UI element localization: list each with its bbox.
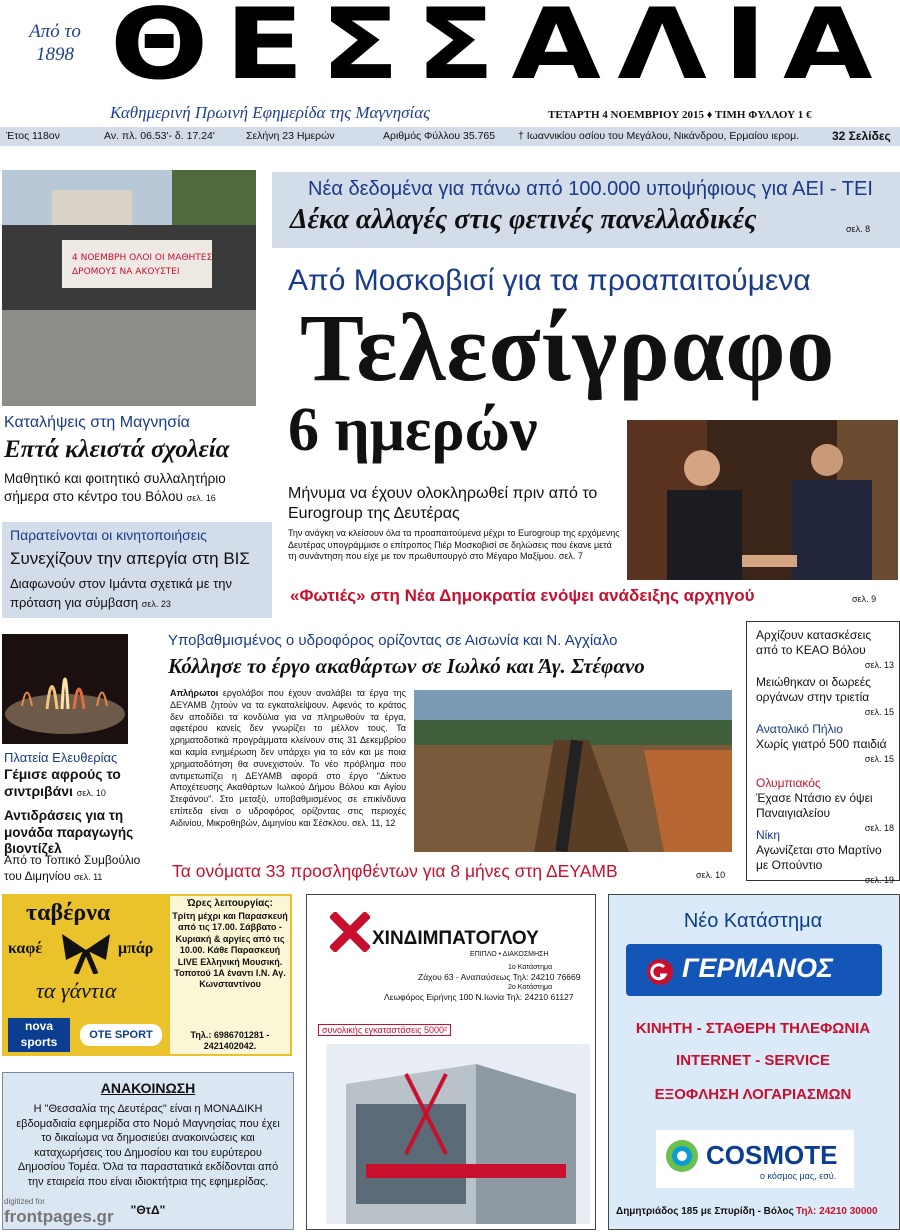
masthead-title: ΘΕΣΣΑΛΙΑ: [110, 0, 889, 102]
video-body: [4, 852, 154, 885]
top-story-headline[interactable]: Δέκα αλλαγές στις φετινές πανελλαδικές: [290, 204, 757, 235]
sidebar-item-3[interactable]: [756, 722, 894, 767]
xindi-addr1-label: 1ο Κατάστημα: [508, 964, 553, 971]
ad-taverna-right: μπάρ: [118, 940, 154, 957]
schools-kicker: Καταλήψεις στη Μαγνησία: [4, 414, 190, 431]
cosmote-icon: [664, 1138, 700, 1179]
watermark-small: digitized for: [4, 1197, 45, 1206]
video-body-text: Από το Τοπικό Συμβούλιο του Διμηνίου: [4, 853, 141, 883]
lead-kicker: Από Μοσκοβισί για τα προαπαιτούμενα: [288, 264, 811, 297]
water-kicker: Υποβαθμισμένος ο υδροφόρος ορίζοντας σε Αισωνία και Ν. Αγχίαλο: [168, 632, 618, 649]
info-moon: Σελήνη 23 Ημερών: [246, 130, 335, 142]
top-story-kicker: Νέα δεδομένα για πάνω από 100.000 υποψήφιους για ΑΕΙ - ΤΕΙ: [308, 178, 873, 200]
sidebar-item-2[interactable]: [756, 675, 894, 720]
info-saints: † Ιωαννικίου οσίου του Μεγάλου, Νικάνδρου, Ερμαίου ιερομ.: [518, 130, 800, 142]
lead-body-page: σελ. 7: [558, 551, 583, 561]
germanos-phone: Τηλ: 24210 30000: [796, 1206, 878, 1217]
plateia-headline[interactable]: [4, 766, 144, 802]
water-body-text: εργολάβοι που έχουν αναλάβει τα έργα της ΔΕΥΑΜΒ ζητούν να τα εγκαταλείψουν. Αφενός το κράτος δεν αποδίδει τα κονδύλια για να πληρωθούν τα έργα, αφετέρου κανείς δεν γνωρίζει το μέλλον τους. Τα χρηματοδοτικά προγράμματα κλείνουν στις 31 Δεκεμβρίου και καμία ενημέρωση δεν υπάρχει για το εάν και με ποια χρηματοδότηση θα συνεχιστούν. Το νέο πρόβλημα που αντιμετωπίζει η ΔΕΥΑΜΒ αφορά στο έργο "Δίκτυο Αποχέτευσης Ακαθάρτων Ιωλκού Δήμου Βόλου και Αγίου Στεφάνου". Στο μεταξύ, υποβαθμισμένος σε επικίνδυνα επίπεδα είναι ο υδροφόρος ορίζοντας στις περιοχές Αιδινίου, Μικροθηβών, Διμηνίου και Σέσκλου.: [170, 688, 406, 828]
sidebar-item-1-page: σελ. 13: [864, 660, 894, 670]
notice-title: ΑΝΑΚΟΙΝΩΣΗ: [100, 1080, 196, 1096]
xindi-building-photo: [326, 1044, 590, 1224]
water-lead: Απλήρωτοι: [170, 688, 219, 698]
fountain-photo: [2, 634, 128, 744]
ad-taverna-left: καφέ: [8, 940, 43, 957]
notice-body: Η "Θεσσαλία της Δευτέρας" είναι η ΜΟΝΑΔΙΚΗ εβδομαδιαία εφημερίδα στο Νομό Μαγνησίας που έχει το δικαίωμα να δημοσιεύει ανακοινώσεις και καταχωρήσεις του Δημοσίου και του ευρύτερου Δημοσίου Τομέα. Όλα τα παραστατικά εκδίδονται από την εταιρεία που είναι ιδιοκτήτρια της εφημερίδας.: [16, 1103, 280, 1188]
info-pages: 32 Σελίδες: [832, 129, 891, 143]
lead-body-text: Την ανάγκη να κλείσουν όλα τα προαπαιτούμενα μέχρι το Eurogroup της ερχόμενης Δευτέρας υπογράμμισε ο επίτροπος Πιέρ Μοσκοβισί σε δηλώσεις που έκανε μετά τη συνάντηση που είχε με τον πρωθυπουργό στο Μέγαρο Μαξίμου.: [288, 528, 620, 561]
sidebar-item-2-page: σελ. 15: [864, 707, 894, 717]
ote-sport-logo: OTE SPORT: [80, 1024, 162, 1046]
schools-body: [4, 470, 259, 507]
strike-body: [10, 574, 270, 614]
video-page: σελ. 11: [74, 872, 103, 882]
lead-deck: Μήνυμα να έχουν ολοκληρωθεί πριν από το Eurogroup της Δευτέρας: [288, 485, 598, 522]
nova-sports-logo: nova sports: [8, 1018, 70, 1052]
germanos-brand: ΓΕΡΜΑΝΟΣ: [682, 953, 833, 983]
ribbon-icon: [58, 930, 114, 979]
schools-photo: [2, 170, 256, 406]
lead-body: [288, 528, 620, 563]
water-page: σελ. 11, 12: [351, 817, 396, 828]
ad-taverna-hours: Τρίτη μέχρι και Παρασκευή από τις 17.00. Σάββατο - Κυριακή & αργίες από τις 10.00. Κάθε Παρασκευή LIVE Ελληνική Μουσική. Τοποτού 1Α έναντι Ι.Ν. Αγ. Κωνσταντίνου: [172, 911, 288, 990]
water-photo: [414, 690, 732, 852]
svg-text:4 ΝΟΕΜΒΡΗ ΟΛΟΙ ΟΙ ΜΑΘΗΤΕΣ: 4 ΝΟΕΜΒΡΗ ΟΛΟΙ ΟΙ ΜΑΘΗΤΕΣ: [72, 253, 213, 263]
strike-body-text: Διαφωνούν στον Ιμάντα σχετικά με την πρόταση για σύμβαση: [10, 576, 233, 610]
masthead-since: Από το 1898: [29, 21, 81, 65]
sidebar-item-3-page: σελ. 15: [864, 754, 894, 764]
lead-headline-1[interactable]: Τελεσίγραφο: [300, 294, 836, 401]
germanos-line1: ΚΙΝΗΤΗ - ΣΤΑΘΕΡΗ ΤΗΛΕΦΩΝΙΑ: [635, 1020, 871, 1037]
lead-headline-2[interactable]: 6 ημερών: [288, 396, 538, 464]
xindi-addr2-label: 2ο Κατάστημα: [508, 984, 553, 991]
cosmote-tagline: ο κόσμος μας, εσύ.: [760, 1171, 837, 1181]
sidebar-item-1-headline: Αρχίζουν κατασκέσεις από το ΚΕΑΟ Βόλου: [756, 628, 872, 657]
sidebar-item-4-kicker: Ολυμπιακός: [756, 776, 821, 790]
water-bottom-page: σελ. 10: [696, 870, 726, 880]
schools-body-text: Μαθητικό και φοιτητικό συλλαλητήριο σήμερα στο κέντρο του Βόλου: [4, 471, 226, 504]
lead-photo: [627, 420, 898, 580]
plateia-headline-text: Γέμισε αφρούς το σιντριβάνι: [4, 766, 121, 799]
top-story-page: σελ. 8: [846, 224, 871, 234]
ad-taverna-phone: Τηλ.: 6986701281 - 2421402042.: [190, 1030, 270, 1051]
ad-taverna-line1: ταβέρνα: [26, 900, 111, 926]
xindi-tagline: ΕΠΙΠΛΟ • ΔΙΑΚΟΣΜΗΣΗ: [470, 951, 549, 958]
ad-taverna-name: τα γάντια: [36, 978, 117, 1003]
info-bar: [0, 127, 900, 146]
xindi-area: συνολικής εγκαταστάσεις 5000²: [318, 1024, 451, 1036]
lead-second-page: σελ. 9: [852, 594, 877, 604]
sidebar-item-5[interactable]: [756, 828, 894, 888]
germanos-line2: INTERNET - SERVICE: [676, 1052, 830, 1069]
notice-sign: "ΘτΔ": [130, 1203, 166, 1217]
germanos-title: Νέο Κατάστημα: [683, 910, 823, 932]
water-headline[interactable]: Κόλλησε το έργο ακαθάρτων σε Ιωλκό και Άγ. Στέφανο: [168, 654, 645, 678]
germanos-g-icon: [646, 958, 674, 991]
xindi-brand: ΧΙΝΔΙΜΠΑΤΟΓΛΟΥ: [372, 928, 539, 949]
masthead-date: ΤΕΤΑΡΤΗ 4 ΝΟΕΜΒΡΙΟΥ 2015 ♦ ΤΙΜΗ ΦΥΛΛΟΥ 1 €: [548, 109, 812, 121]
sidebar-item-4-headline: Έχασε Ντάσιο εν όψει Παναιγιαλείου: [756, 791, 873, 820]
info-sun: Αν. πλ. 06.53'- δ. 17.24': [104, 130, 215, 142]
sidebar-item-1[interactable]: [756, 628, 894, 673]
plateia-kicker: Πλατεία Ελευθερίας: [4, 750, 118, 765]
water-bottom-headline[interactable]: Τα ονόματα 33 προσληφθέντων για 8 μήνες στη ΔΕΥΑΜΒ: [172, 861, 618, 881]
ad-taverna-hours-title: Ώρες λειτουργίας:: [187, 898, 273, 909]
video-headline[interactable]: Αντιδράσεις για τη μονάδα παραγωγής βιοντίζελ: [4, 808, 134, 856]
sidebar-item-3-headline: Χωρίς γιατρό 500 παιδιά: [756, 737, 887, 751]
xindi-addr1: Ζάχου 63 - Αναπαύσεως Τηλ: 24210 76669: [418, 972, 581, 982]
watermark-main: frontpages.gr: [4, 1207, 114, 1226]
info-issue: Αριθμός Φύλλου 35.765: [383, 130, 496, 142]
schools-headline[interactable]: Επτά κλειστά σχολεία: [4, 436, 230, 463]
sidebar-item-4[interactable]: [756, 776, 894, 836]
svg-text:ΔΡΟΜΟΥΣ ΝΑ ΑΚΟΥΣΤΕΙ: ΔΡΟΜΟΥΣ ΝΑ ΑΚΟΥΣΤΕΙ: [72, 267, 180, 277]
masthead-subtitle: Καθημερινή Πρωινή Εφημερίδα της Μαγνησίας: [110, 103, 431, 122]
xindi-logo-icon: [330, 912, 370, 957]
strike-kicker: Παρατείνονται οι κινητοποιήσεις: [10, 527, 207, 543]
lead-second-headline[interactable]: «Φωτιές» στη Νέα Δημοκρατία ενόψει ανάδειξης αρχηγού: [290, 586, 755, 605]
cosmote-brand: COSMOTE: [706, 1140, 838, 1170]
sidebar-item-4-page: σελ. 18: [864, 823, 894, 833]
xindi-addr2: Λεωφόρος Ειρήνης 100 Ν.Ιωνία Τηλ: 24210 61127: [384, 992, 574, 1002]
germanos-address: Δημητριάδος 185 με Σπυρίδη - Βόλος: [616, 1206, 794, 1217]
water-body: [170, 688, 406, 830]
sidebar-item-5-headline: Αγωνίζεται στο Μαρτίνο με Οπούντιο: [756, 843, 882, 872]
plateia-page: σελ. 10: [76, 788, 106, 798]
sidebar-item-5-page: σελ. 19: [864, 875, 894, 885]
germanos-line3: ΕΞΟΦΛΗΣΗ ΛΟΓΑΡΙΑΣΜΩΝ: [654, 1086, 852, 1103]
sidebar-item-3-kicker: Ανατολικό Πήλιο: [756, 722, 843, 736]
sidebar-item-2-headline: Μειώθηκαν οι δωρεές οργάνων στην τριετία: [756, 675, 871, 704]
strike-headline[interactable]: Συνεχίζουν την απεργία στη ΒΙΣ: [10, 549, 250, 568]
info-year: Έτος 118ον: [6, 130, 60, 142]
strike-page: σελ. 23: [141, 599, 171, 609]
sidebar-item-5-kicker: Νίκη: [756, 828, 781, 842]
schools-page: σελ. 16: [186, 493, 216, 503]
